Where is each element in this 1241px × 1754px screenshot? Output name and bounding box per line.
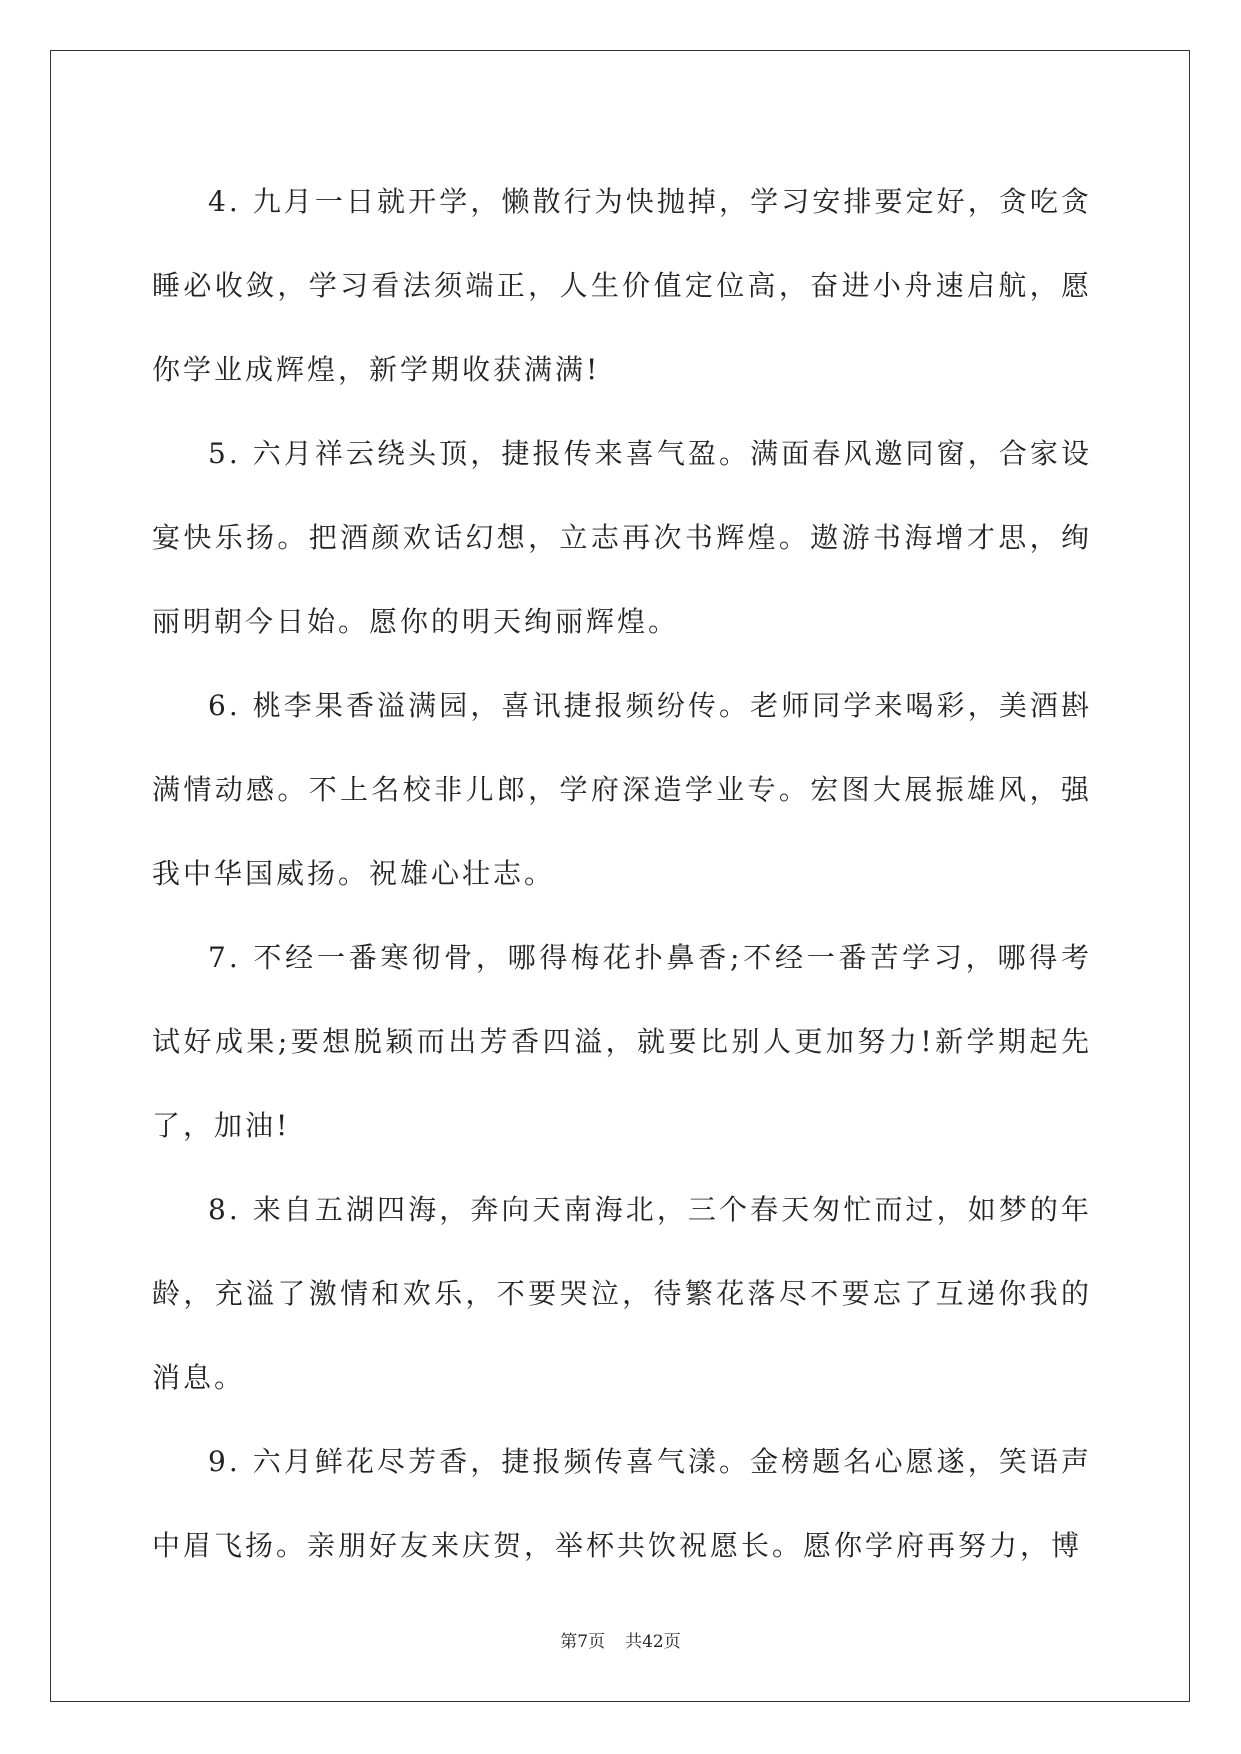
document-body	[152, 160, 1092, 1588]
paragraph-item-9: 9. 六月鲜花尽芳香，捷报频传喜气漾。金榜题名心愿遂，笑语声中眉飞扬。亲朋好友来庆贺，举杯共饮祝愿长。愿你学府再努力，博	[152, 1445, 1092, 1562]
paragraph-item-4: 4. 九月一日就开学，懒散行为快抛掉，学习安排要定好，贪吃贪睡必收敛，学习看法须端正，人生价值定位高，奋进小舟速启航，愿你学业成辉煌，新学期收获满满!	[152, 185, 1092, 386]
paragraph-item-7: 7. 不经一番寒彻骨，哪得梅花扑鼻香;不经一番苦学习，哪得考试好成果;要想脱颖而出芳香四溢，就要比别人更加努力!新学期起先了，加油!	[152, 941, 1092, 1142]
page-number-total: 共42页	[625, 1632, 681, 1652]
paragraph-item-6: 6. 桃李果香溢满园，喜讯捷报频纷传。老师同学来喝彩，美酒斟满情动感。不上名校非儿郎，学府深造学业专。宏图大展振雄风，强我中华国威扬。祝雄心壮志。	[152, 689, 1092, 890]
paragraph-item-5: 5. 六月祥云绕头顶，捷报传来喜气盈。满面春风邀同窗，合家设宴快乐扬。把酒颜欢话幻想，立志再次书辉煌。遨游书海增才思，绚丽明朝今日始。愿你的明天绚丽辉煌。	[152, 437, 1092, 638]
page-number-current: 第7页	[560, 1632, 606, 1652]
paragraph-item-8: 8. 来自五湖四海，奔向天南海北，三个春天匆忙而过，如梦的年龄，充溢了激情和欢乐，不要哭泣，待繁花落尽不要忘了互递你我的消息。	[152, 1193, 1092, 1394]
page-footer	[0, 1627, 1241, 1652]
